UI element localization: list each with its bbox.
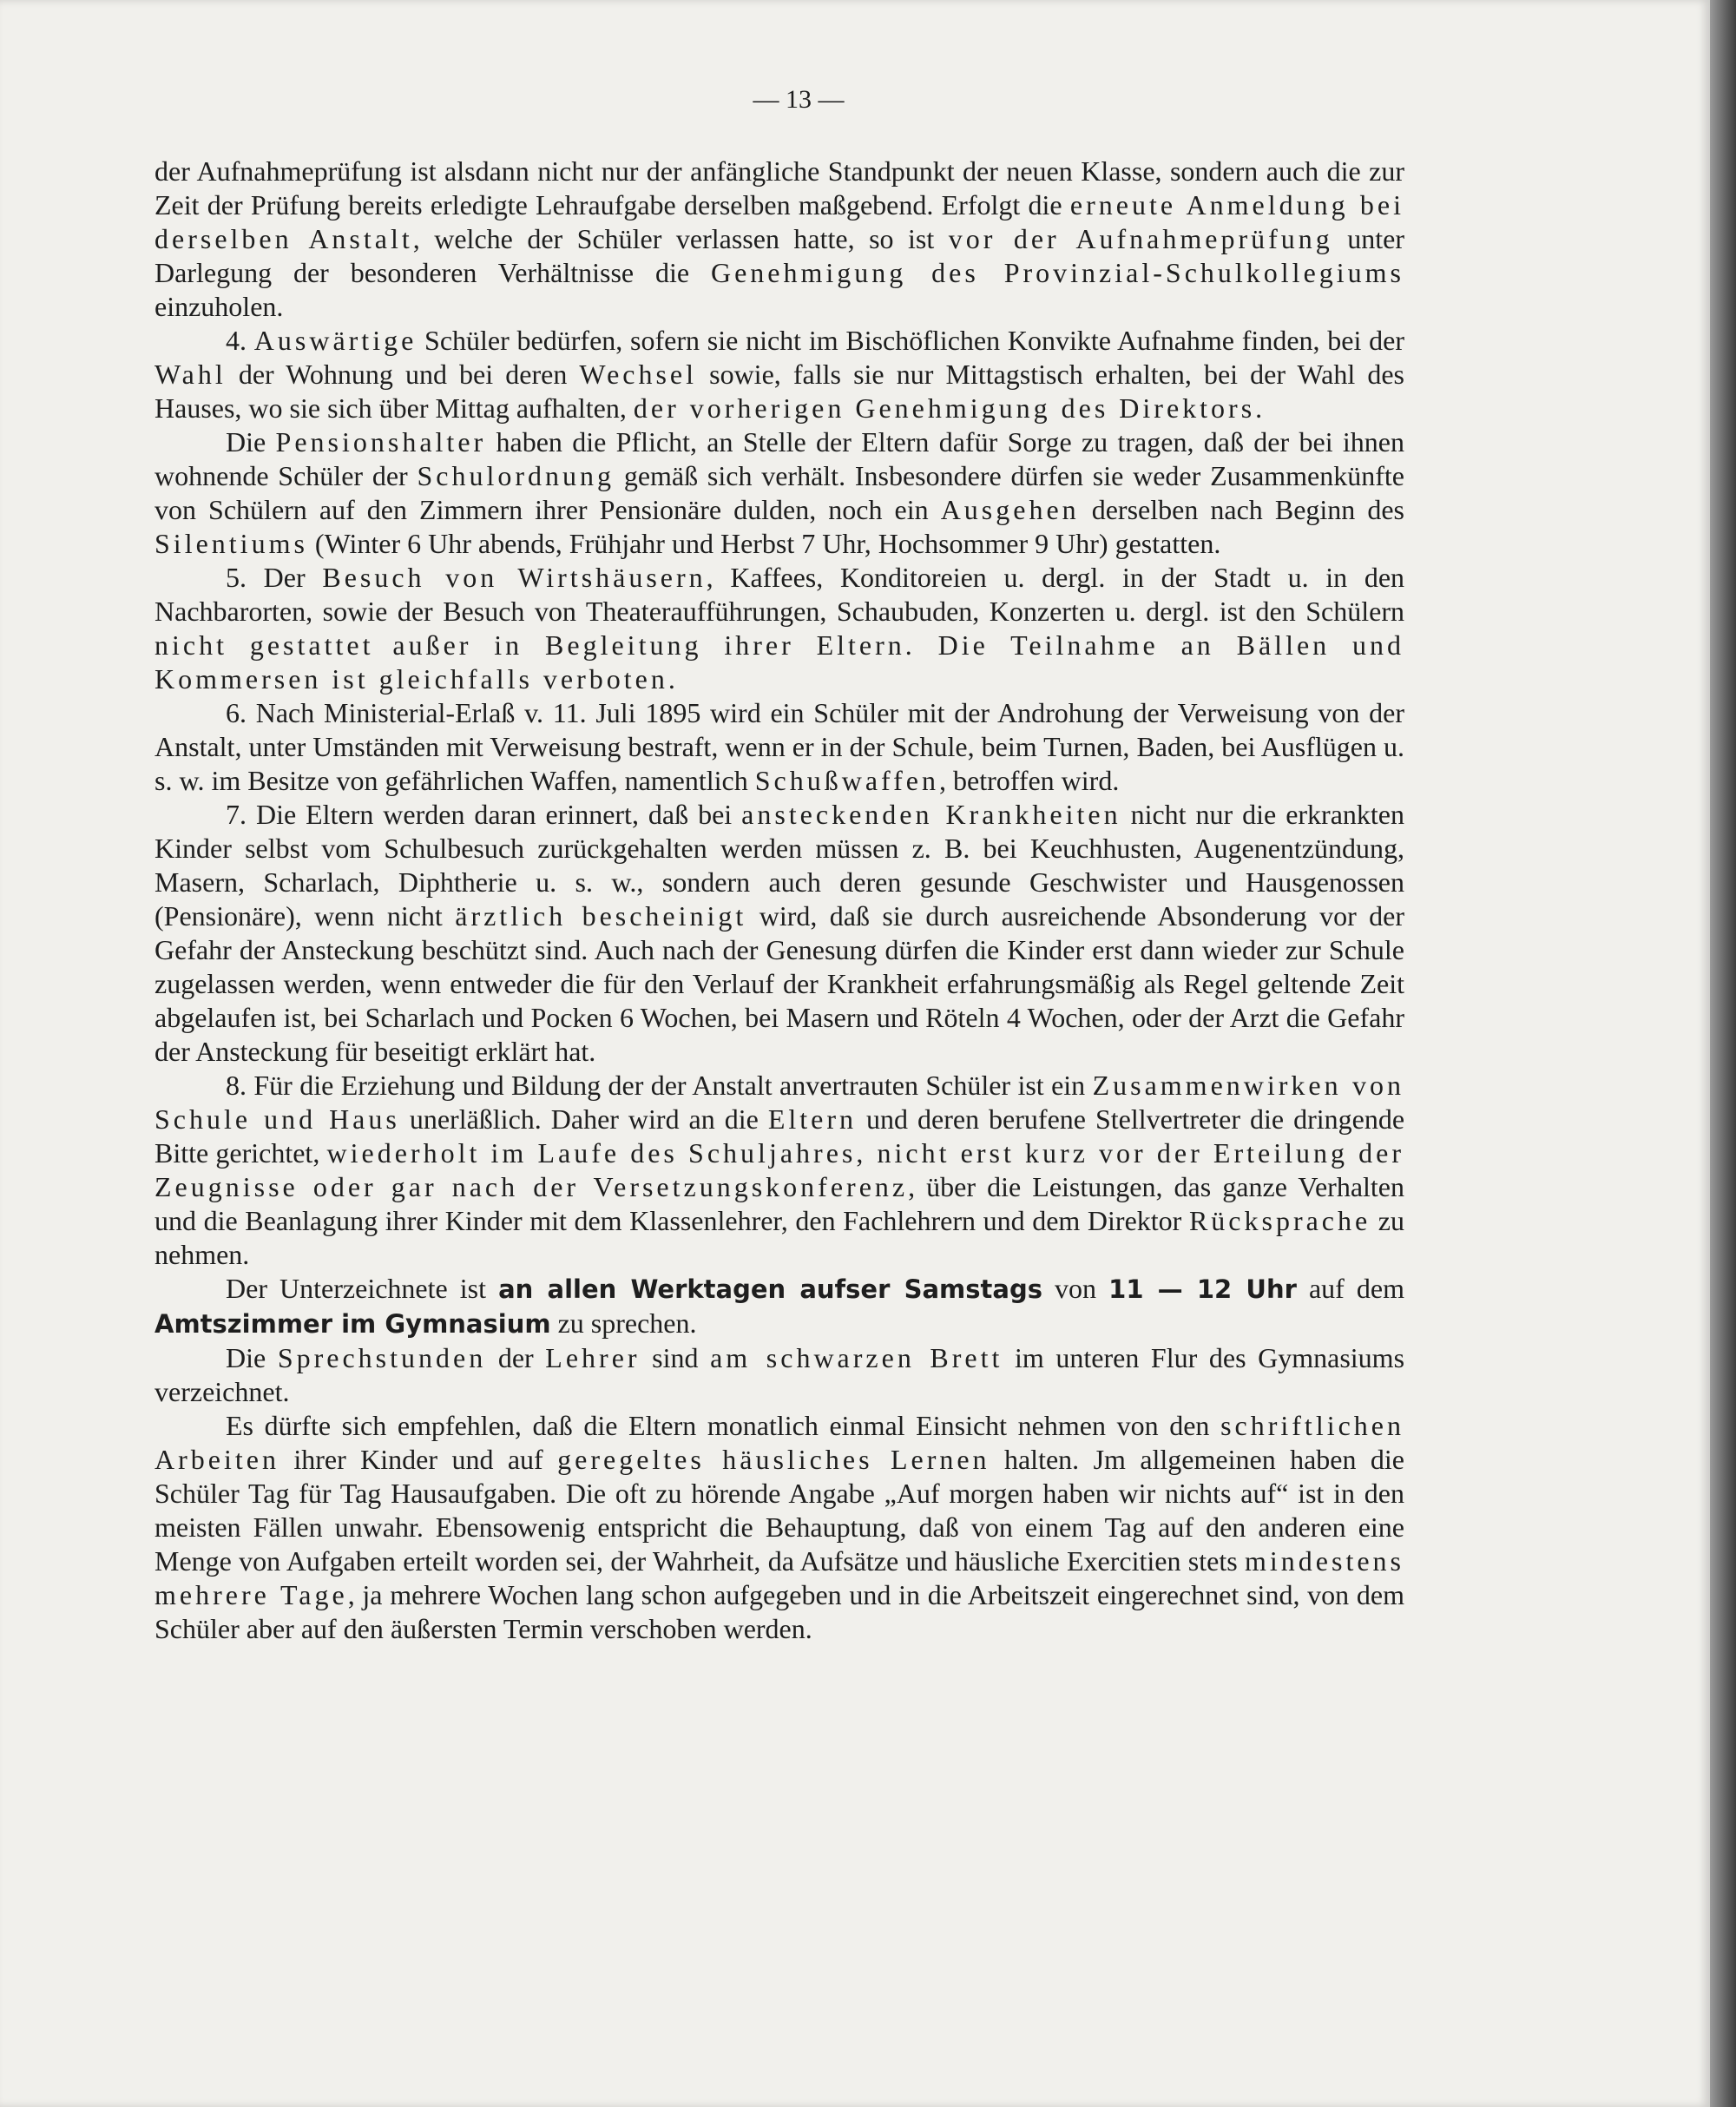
page-edge-shadow xyxy=(1710,0,1736,2107)
spaced-text: ansteckenden Krankheiten xyxy=(741,799,1121,830)
text-run: 5. Der xyxy=(226,562,323,593)
spaced-text: außer in Begleitung ihrer Eltern. Die Teilnahme an Bällen und Kommersen ist gleichfalls verboten. xyxy=(155,629,1405,695)
spaced-text: Genehmigung des Provinzial-Schulkollegiums xyxy=(710,257,1405,288)
text-run: zu sprechen. xyxy=(550,1307,697,1339)
spaced-text: Wechsel xyxy=(579,359,698,390)
paragraph-4 xyxy=(155,324,1404,425)
text-run: , über die Leistungen, das ganze Verhalten und die Beanlagung ihrer Kinder mit dem Klassenlehrer, den Fachlehrern und dem Direktor xyxy=(155,1171,1404,1236)
text-run: der Wohnung und bei deren xyxy=(226,359,580,390)
text-run: der Aufnahmeprüfung ist alsdann nicht nur der anfängliche Standpunkt der neuen Klasse, sondern auch die zur Zeit der Prüfung bereits erledigte Lehraufgabe derselben maßgebend. Erfolgt die xyxy=(155,155,1404,221)
paragraph-sprechstunden xyxy=(155,1341,1404,1409)
spaced-text: Schulordnung xyxy=(417,460,615,491)
text-run: halten. Jm allgemeinen haben die Schüler Tag für Tag Hausaufgaben. Die oft zu hörende Angabe „Auf morgen haben wir nichts auf“ ist in den meisten Fällen unwahr. Ebensowenig entspricht die Behauptung, daß von einem Tag auf den anderen eine Menge von Aufgaben erteilt worden sei, der Wahrheit, da Aufsätze und häusliche Exercitien stets xyxy=(155,1444,1405,1577)
text-run: , Kaffees, Konditoreien u. dergl. in der Stadt u. in den Nachbarorten, sowie der Besuch von Theateraufführungen, Schaubuden, Konzerten u. dergl. ist den Schülern xyxy=(155,562,1405,627)
text-run: , welche der Schüler verlassen hatte, so ist xyxy=(412,223,949,254)
text-run: von xyxy=(1042,1273,1109,1304)
spaced-text: geregeltes häusliches Lernen xyxy=(557,1444,990,1475)
text-run: der xyxy=(486,1342,546,1373)
text-run: Die xyxy=(226,426,276,458)
spaced-text: am schwarzen Brett xyxy=(710,1342,1003,1373)
spaced-text: Wahl xyxy=(155,359,227,390)
spaced-text: Rücksprache xyxy=(1188,1205,1371,1236)
spaced-text: mindestens mehrere Tage xyxy=(155,1545,1404,1610)
text-run: 7. Die Eltern werden daran erinnert, daß bei xyxy=(226,799,742,830)
text-run: einzuholen. xyxy=(155,291,284,322)
spaced-text: wiederholt im Laufe des Schuljahres, nicht erst kurz vor der Erteilung der Zeugnisse oder gar nach der Versetzungskonferenz xyxy=(155,1137,1405,1202)
paragraph-5 xyxy=(155,561,1404,696)
spaced-text: Sprechstunden xyxy=(277,1342,487,1373)
text-run: 4. xyxy=(226,325,254,356)
spaced-text: erneute Anmeldung bei derselben Anstalt xyxy=(155,189,1405,254)
spaced-text: Zusammenwirken von Schule und Haus xyxy=(155,1070,1405,1135)
text-run: im unteren Flur des Gymnasiums verzeichnet. xyxy=(155,1342,1405,1407)
spaced-text: Silentiums xyxy=(155,528,308,559)
text-run: nicht nur die erkrankten Kinder selbst vom Schulbesuch zurückgehalten werden müssen z. B. bei Keuchhusten, Augenentzündung, Masern, Scharlach, Diphtherie u. s. w., sondern auch deren gesunde Geschwister und Hausgenossen (Pensionäre), wenn nicht xyxy=(155,799,1405,932)
paragraph-intro xyxy=(155,155,1404,324)
paragraph-final xyxy=(155,1409,1404,1646)
text-run: ihrer Kinder und auf xyxy=(279,1444,558,1475)
text-run: zu nehmen. xyxy=(155,1205,1405,1270)
paragraph-4-pension xyxy=(155,425,1404,561)
text-run: 8. Für die Erziehung und Bildung der der Anstalt anvertrauten Schüler ist ein xyxy=(226,1070,1093,1101)
spaced-text: Pensionshalter xyxy=(275,426,487,458)
text-run: , betroffen wird. xyxy=(938,765,1120,796)
spaced-text: Eltern xyxy=(767,1103,858,1135)
spaced-text: der vorherigen Genehmigung des Direktors xyxy=(633,392,1256,424)
text-run: Die xyxy=(226,1342,278,1373)
text-run: haben die Pflicht, an Stelle der Eltern dafür Sorge zu tragen, daß der bei ihnen wohnende Schüler der xyxy=(155,426,1405,491)
page-number: — 13 — xyxy=(753,85,845,114)
text-run: wird, daß sie durch ausreichende Absonderung vor der Gefahr der Ansteckung beschützt sind. Auch nach der Genesung dürfen die Kinder erst dann wieder zur Schule zugelassen werden, wenn entweder die für den Verlauf der Krankheit erfahrungsmäßig als Regel geltende Zeit abgelaufen ist, bei Scharlach und Pocken 6 Wochen, bei Masern und Röteln 4 Wochen, oder der Arzt die Gefahr der Ansteckung für beseitigt erklärt hat. xyxy=(155,900,1405,1067)
bold-text: 11 — 12 Uhr xyxy=(1108,1274,1297,1304)
text-run: Es dürfte sich empfehlen, daß die Eltern monatlich einmal Einsicht nehmen von den xyxy=(226,1410,1221,1441)
text-run: 6. Nach Ministerial-Erlaß v. 11. Juli 1895 wird ein Schüler mit der Androhung der Verweisung von der Anstalt, unter Umständen mit Verweisung bestraft, wenn er in der Schule, beim Turnen, Baden, bei Ausflügen u. s. w. im Besitze von gefährlichen Waffen, namentlich xyxy=(155,697,1404,796)
text-run: und deren berufene Stellvertreter die dringende Bitte gerichtet, xyxy=(155,1103,1405,1169)
body-text xyxy=(155,155,1404,1646)
text-run: derselben nach Beginn des xyxy=(1079,494,1405,525)
bold-text: an allen Werktagen aufser Samstags xyxy=(498,1274,1042,1304)
spaced-text: Schußwaffen xyxy=(754,765,939,796)
spaced-text: schriftlichen Arbeiten xyxy=(155,1410,1404,1475)
paragraph-6 xyxy=(155,696,1404,798)
paragraph-director xyxy=(155,1272,1404,1341)
text-run: gemäß sich verhält. Insbesondere dürfen sie weder Zusammenkünfte von Schülern auf den Zimmern ihrer Pensionäre dulden, noch ein xyxy=(155,460,1405,525)
text-run xyxy=(373,629,392,661)
spaced-text: Besuch von Wirtshäusern xyxy=(322,562,707,593)
paragraph-7 xyxy=(155,798,1404,1069)
bold-text: Amtszimmer im Gymnasium xyxy=(155,1309,551,1339)
text-run: sind xyxy=(640,1342,711,1373)
text-run: auf dem xyxy=(1296,1273,1405,1304)
spaced-text: Ausgehen xyxy=(940,494,1080,525)
text-run: unerläßlich. Daher wird an die xyxy=(399,1103,768,1135)
text-run: . xyxy=(1255,392,1263,424)
text-run: sowie, falls sie nur Mittagstisch erhalten, bei der Wahl des Hauses, wo sie sich über Mittag aufhalten, xyxy=(155,359,1405,424)
spaced-text: ärztlich bescheinigt xyxy=(455,900,747,932)
text-run: (Winter 6 Uhr abends, Frühjahr und Herbst 7 Uhr, Hochsommer 9 Uhr) gestatten. xyxy=(307,528,1221,559)
text-run: Der Unterzeichnete ist xyxy=(226,1273,499,1304)
spaced-text: nicht gestattet xyxy=(155,629,374,661)
spaced-text: Auswärtige xyxy=(253,325,418,356)
text-run: Schüler bedürfen, sofern sie nicht im Bischöflichen Konvikte Aufnahme finden, bei der xyxy=(417,325,1405,356)
spaced-text: Lehrer xyxy=(545,1342,641,1373)
text-run: , ja mehrere Wochen lang schon aufgegeben und in die Arbeitszeit eingerechnet sind, von dem Schüler aber auf den äußersten Termin verschoben werden. xyxy=(155,1579,1405,1644)
text-run: unter Darlegung der besonderen Verhältnisse die xyxy=(155,223,1405,288)
spaced-text: vor der Aufnahmeprüfung xyxy=(948,223,1333,254)
paragraph-8 xyxy=(155,1069,1404,1272)
